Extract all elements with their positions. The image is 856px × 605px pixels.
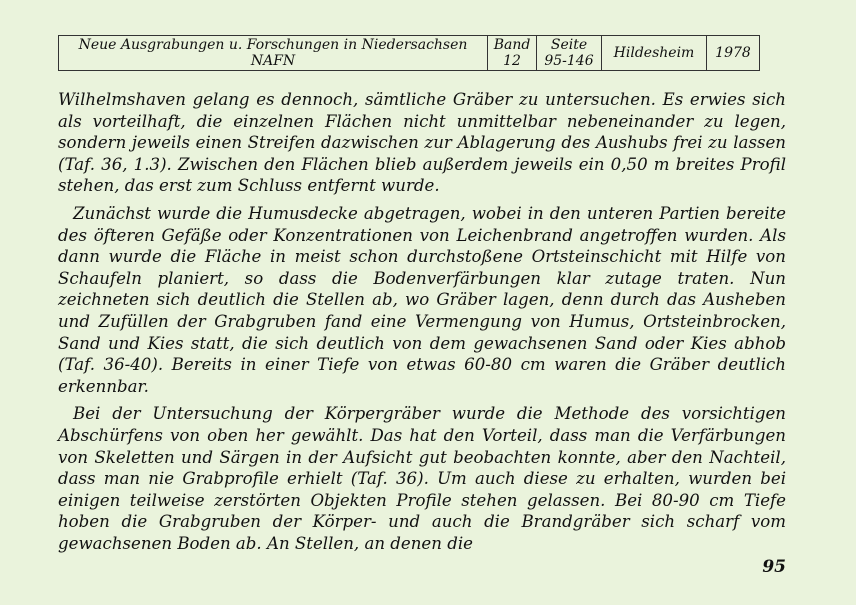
paragraph: Zunächst wurde die Humusdecke abgetragen, wobei in den unteren Partien bereite des öfteren Gefäße oder Konzentrationen von Leichenbrand angetroffen wurden. Als dann wurde die Fläche in meist schon durchstoßene Ortsteinschicht mit Hilfe von Schaufeln planiert, so dass die Bodenverfärbungen klar zutage traten. Nun zeichneten sich deutlich die Stellen ab, wo Gräber lagen, denn durch das Ausheben und Zufüllen der Grabgruben fand eine Vermengung von Humus, Ortsteinbrocken, Sand und Kies statt, die sich deutlich von dem gewachsenen Sand oder Kies abhob (Taf. 36-40). Bereits in einer Tiefe von etwas 60-80 cm waren die Gräber deutlich erkennbar. [58, 203, 786, 396]
paragraph: Wilhelmshaven gelang es dennoch, sämtliche Gräber zu untersuchen. Es erwies sich als vorteilhaft, die einzelnen Flächen nicht unmittelbar nebeneinander zu legen, sondern jeweils einen Streifen dazwischen zur Ablagerung des Aushubs frei zu lassen (Taf. 36, 1.3). Zwischen den Flächen blieb außerdem jeweils ein 0,50 m breites Profil stehen, das erst zum Schluss entfernt wurde. [58, 90, 786, 196]
article-body [58, 89, 786, 560]
publication-header-table [58, 35, 760, 71]
series-cell [59, 36, 488, 71]
pages-value: 95-146 [544, 53, 594, 69]
page-number: 95 [762, 557, 786, 577]
pages-label: Seite [550, 37, 588, 53]
year-cell: 1978 [707, 36, 760, 71]
band-label: Band [493, 37, 531, 53]
series-title: Neue Ausgrabungen u. Forschungen in Niedersachsen [78, 37, 468, 53]
series-abbreviation: NAFN [250, 53, 296, 69]
paragraph: Bei der Untersuchung der Körpergräber wurde die Methode des vorsichtigen Abschürfens von oben her gewählt. Das hat den Vorteil, dass man die Verfärbungen von Skeletten und Särgen in der Aufsicht gut beobachten konnte, aber den Nachteil, dass man nie Grabprofile erhielt (Taf. 36). Um auch diese zu erhalten, wurden bei einigen teilweise zerstörten Objekten Profile stehen gelassen. Bei 80-90 cm Tiefe hoben die Grabgruben der Körper- und auch die Brandgräber sich scharf vom gewachsenen Boden ab. An Stellen, an denen die [58, 404, 786, 553]
band-value: 12 [503, 53, 521, 69]
band-cell [488, 36, 537, 71]
place-cell: Hildesheim [602, 36, 707, 71]
pages-cell [537, 36, 602, 71]
